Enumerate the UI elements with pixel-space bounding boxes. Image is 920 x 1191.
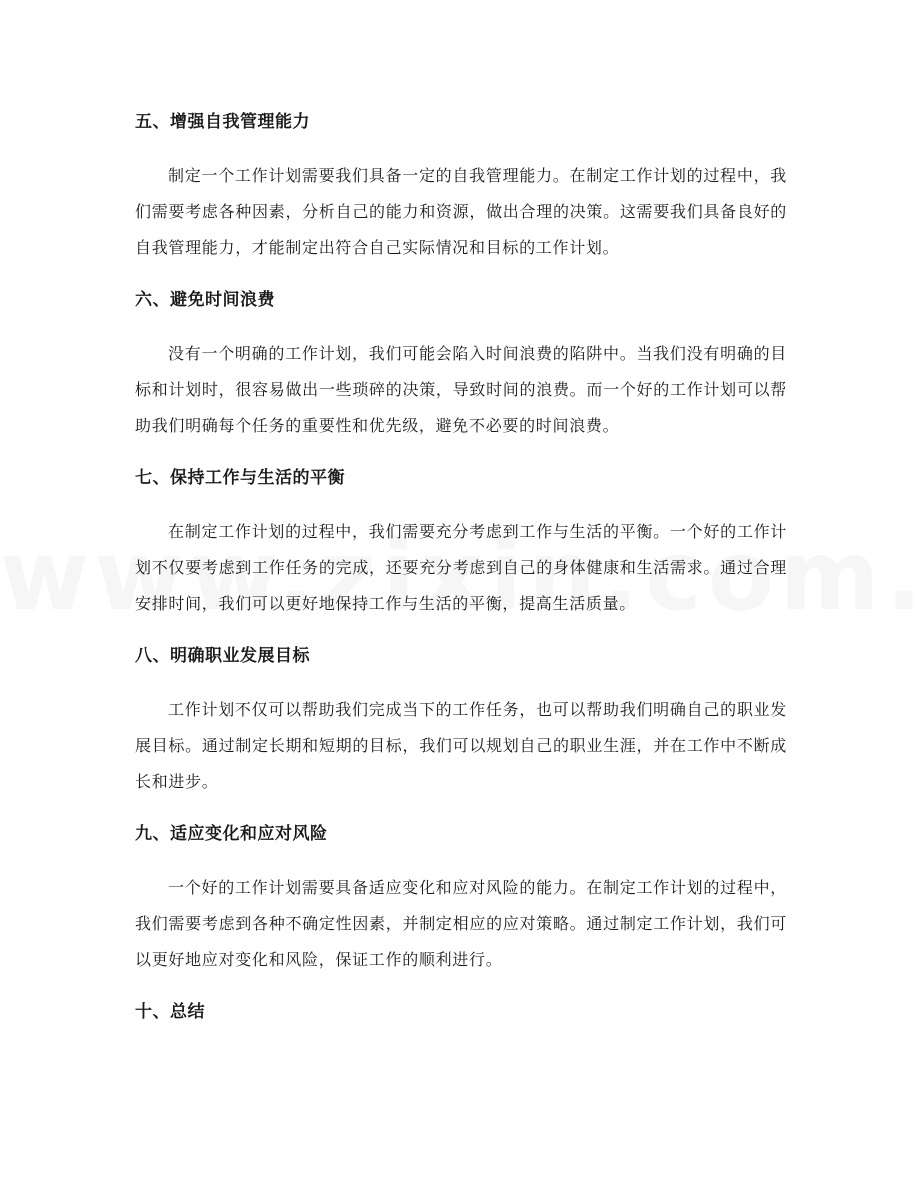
- section-body-5: 制定一个工作计划需要我们具备一定的自我管理能力。在制定工作计划的过程中，我们需要考虑各种因素，分析自己的能力和资源，做出合理的决策。这需要我们具备良好的自我管理能力，才能制定出符合自己实际情况和目标的工作计划。: [135, 166, 787, 257]
- section-heading-9: 九、适应变化和应对风险: [135, 824, 328, 844]
- section-body-9: 一个好的工作计划需要具备适应变化和应对风险的能力。在制定工作计划的过程中，我们需要考虑到各种不确定性因素，并制定相应的应对策略。通过制定工作计划，我们可以更好地应对变化和风险，保证工作的顺利进行。: [135, 878, 787, 969]
- section-heading-6: 六、避免时间浪费: [135, 290, 275, 310]
- section-body-7: 在制定工作计划的过程中，我们需要充分考虑到工作与生活的平衡。一个好的工作计划不仅要考虑到工作任务的完成，还要充分考虑到自己的身体健康和生活需求。通过合理安排时间，我们可以更好地保持工作与生活的平衡，提高生活质量。: [135, 522, 787, 613]
- section-heading-10: 十、总结: [135, 1002, 205, 1022]
- document-content: [135, 104, 787, 1048]
- section-heading-5: 五、增强自我管理能力: [135, 112, 310, 132]
- section-body-6: 没有一个明确的工作计划，我们可能会陷入时间浪费的陷阱中。当我们没有明确的目标和计划时，很容易做出一些琐碎的决策，导致时间的浪费。而一个好的工作计划可以帮助我们明确每个任务的重要性和优先级，避免不必要的时间浪费。: [135, 344, 787, 435]
- section-heading-7: 七、保持工作与生活的平衡: [135, 468, 345, 488]
- section-heading-8: 八、明确职业发展目标: [135, 646, 310, 666]
- section-body-8: 工作计划不仅可以帮助我们完成当下的工作任务，也可以帮助我们明确自己的职业发展目标。通过制定长期和短期的目标，我们可以规划自己的职业生涯，并在工作中不断成长和进步。: [135, 700, 787, 791]
